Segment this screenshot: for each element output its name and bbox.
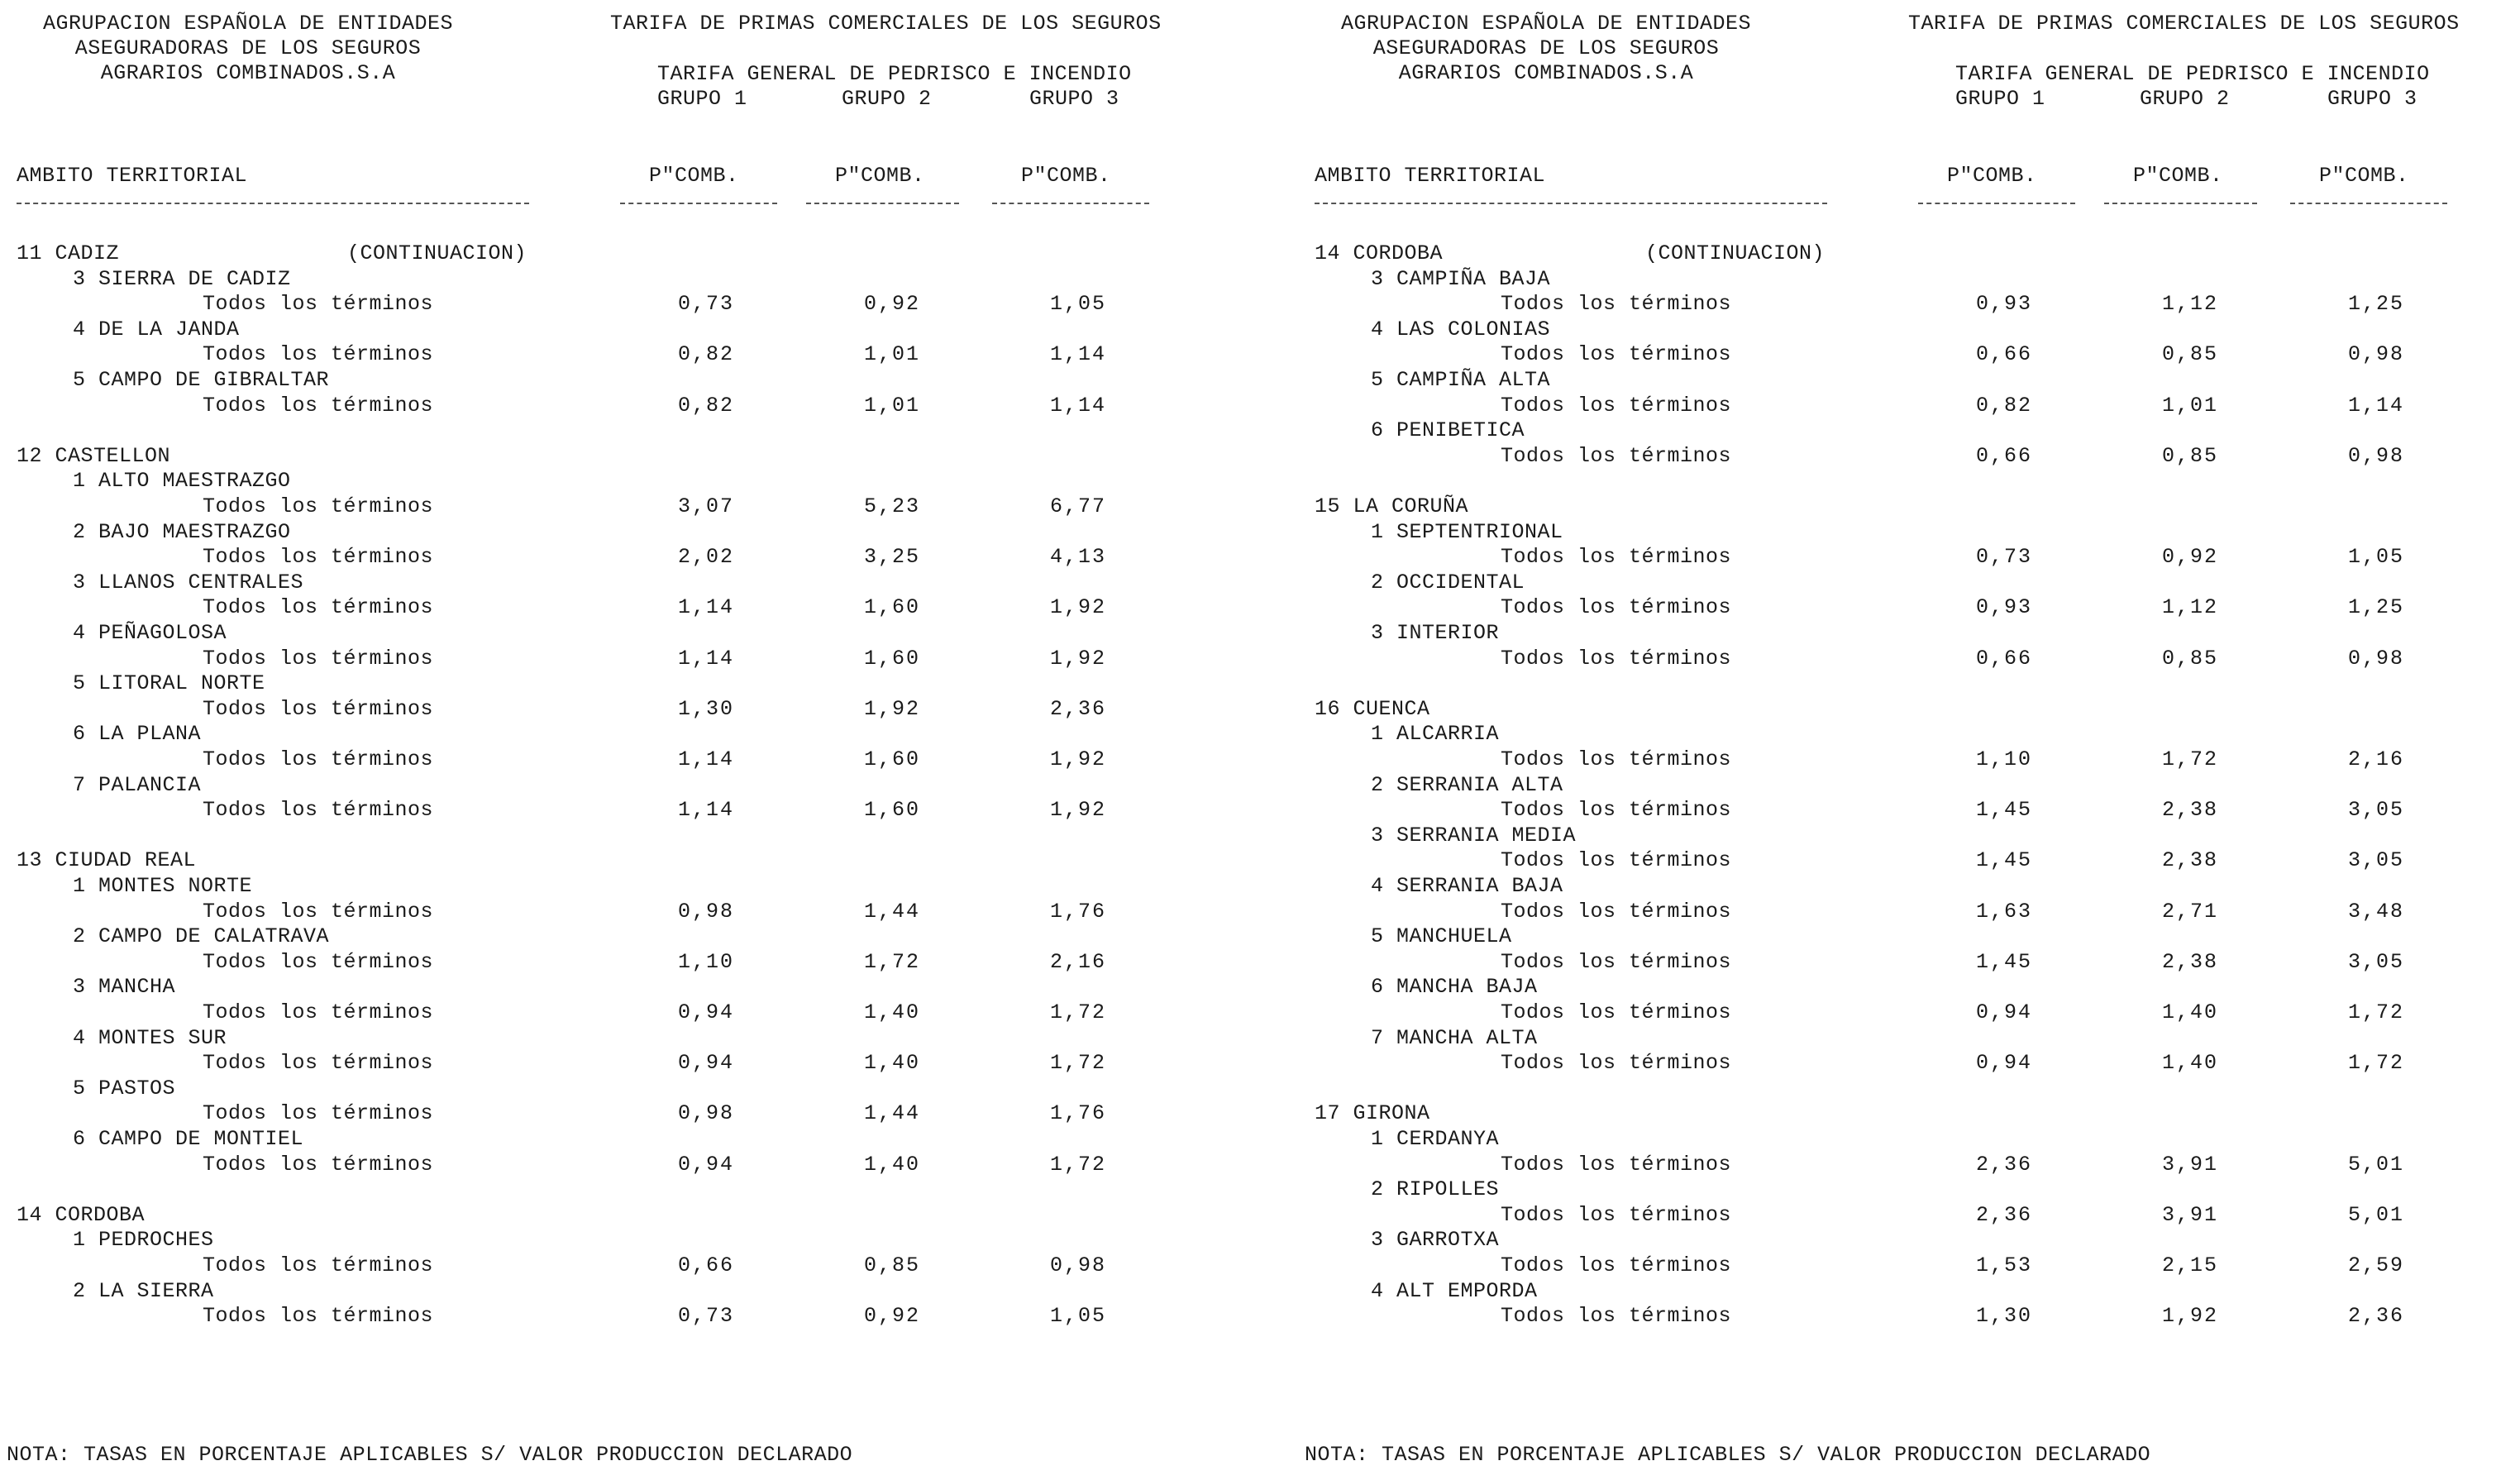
org-name-line: AGRARIOS COMBINADOS.S.A <box>1398 61 1694 85</box>
rate-value: 0,82 <box>678 393 735 418</box>
term-label: Todos los términos <box>1501 1304 1732 1329</box>
rate-value: 1,12 <box>2162 595 2219 620</box>
rate-value: 5,01 <box>2348 1152 2405 1177</box>
term-label: Todos los términos <box>1501 292 1732 317</box>
rate-value: 1,72 <box>1050 1152 1107 1177</box>
comarca-name: 3 INTERIOR <box>1371 621 1500 645</box>
comarca-name: 1 ALTO MAESTRAZGO <box>73 469 291 494</box>
term-label: Todos los términos <box>1501 545 1732 570</box>
rate-value: 3,05 <box>2348 848 2405 873</box>
group-label: GRUPO 2 <box>2140 87 2230 111</box>
term-label: Todos los términos <box>203 949 434 974</box>
rate-value: 0,66 <box>678 1253 735 1277</box>
group-label: GRUPO 3 <box>1029 87 1119 111</box>
term-label: Todos los términos <box>203 646 434 671</box>
rate-value: 0,98 <box>1050 1253 1107 1277</box>
rate-value: 0,98 <box>2348 443 2405 468</box>
comarca-name: 1 SEPTENTRIONAL <box>1371 519 1563 544</box>
rate-value: 1,92 <box>2162 1304 2219 1329</box>
rate-value: 2,15 <box>2162 1253 2219 1277</box>
tariff-subtitle: TARIFA GENERAL DE PEDRISCO E INCENDIO <box>1955 62 2430 86</box>
rate-value: 1,25 <box>2348 595 2405 620</box>
rate-value: 0,98 <box>2348 646 2405 671</box>
rate-value: 1,40 <box>864 1152 921 1177</box>
rate-value: 1,92 <box>1050 595 1107 620</box>
term-label: Todos los términos <box>203 1051 434 1076</box>
term-label: Todos los términos <box>203 798 434 823</box>
rate-value: 1,92 <box>1050 747 1107 771</box>
rate-value: 2,16 <box>2348 747 2405 771</box>
org-name-line: AGRARIOS COMBINADOS.S.A <box>100 61 396 85</box>
rate-value: 2,71 <box>2162 899 2219 924</box>
term-label: Todos los términos <box>1501 443 1732 468</box>
province-heading: 13 CIUDAD REAL <box>17 848 197 873</box>
term-label: Todos los términos <box>203 342 434 367</box>
rate-value: 1,92 <box>864 696 921 721</box>
rate-value: 1,05 <box>2348 545 2405 570</box>
rate-value: 1,01 <box>2162 393 2219 418</box>
rate-value: 2,38 <box>2162 798 2219 823</box>
term-label: Todos los términos <box>1501 1202 1732 1227</box>
province-heading: 14 CORDOBA <box>1315 241 1444 265</box>
rate-value: 1,44 <box>864 899 921 924</box>
rate-value: 0,66 <box>1976 443 2033 468</box>
comarca-name: 5 CAMPO DE GIBRALTAR <box>73 368 330 392</box>
column-header: P"COMB. <box>1947 164 2037 188</box>
rate-value: 0,93 <box>1976 595 2033 620</box>
term-label: Todos los términos <box>1501 747 1732 771</box>
rate-value: 1,14 <box>678 798 735 823</box>
term-label: Todos los términos <box>1501 1152 1732 1177</box>
term-label: Todos los términos <box>203 1253 434 1277</box>
province-heading: 17 GIRONA <box>1315 1101 1430 1126</box>
term-label: Todos los términos <box>203 595 434 620</box>
rate-value: 1,60 <box>864 646 921 671</box>
rate-value: 1,72 <box>864 949 921 974</box>
tariff-title: TARIFA DE PRIMAS COMERCIALES DE LOS SEGUROS <box>1908 12 2460 36</box>
rate-value: 1,76 <box>1050 899 1107 924</box>
rate-value: 0,92 <box>2162 545 2219 570</box>
rate-value: 2,59 <box>2348 1253 2405 1277</box>
column-header: P"COMB. <box>835 164 925 188</box>
rate-value: 3,48 <box>2348 899 2405 924</box>
term-label: Todos los términos <box>203 545 434 570</box>
rate-value: 1,44 <box>864 1101 921 1126</box>
comarca-name: 2 CAMPO DE CALATRAVA <box>73 924 330 949</box>
header-rule <box>1918 203 2075 204</box>
term-label: Todos los términos <box>203 747 434 771</box>
rate-value: 1,72 <box>1050 1000 1107 1024</box>
term-label: Todos los términos <box>1501 342 1732 367</box>
rate-value: 1,92 <box>1050 798 1107 823</box>
rate-value: 0,92 <box>864 1304 921 1329</box>
column-header: P"COMB. <box>649 164 739 188</box>
rate-value: 1,30 <box>678 696 735 721</box>
comarca-name: 4 LAS COLONIAS <box>1371 317 1551 341</box>
rate-value: 0,94 <box>1976 1051 2033 1076</box>
rate-value: 2,02 <box>678 545 735 570</box>
rate-value: 3,05 <box>2348 798 2405 823</box>
rate-value: 1,45 <box>1976 949 2033 974</box>
rate-value: 1,14 <box>1050 342 1107 367</box>
comarca-name: 4 DE LA JANDA <box>73 317 240 341</box>
rate-value: 1,60 <box>864 798 921 823</box>
rate-value: 1,01 <box>864 393 921 418</box>
header-rule <box>992 203 1149 204</box>
footnote: NOTA: TASAS EN PORCENTAJE APLICABLES S/ VALOR PRODUCCION DECLARADO <box>1305 1443 2151 1467</box>
comarca-name: 2 OCCIDENTAL <box>1371 570 1525 594</box>
rate-value: 0,94 <box>678 1000 735 1024</box>
rate-value: 0,85 <box>2162 646 2219 671</box>
term-label: Todos los términos <box>203 696 434 721</box>
rate-value: 0,98 <box>678 1101 735 1126</box>
comarca-name: 1 MONTES NORTE <box>73 874 253 898</box>
rate-value: 3,25 <box>864 545 921 570</box>
rate-value: 3,91 <box>2162 1152 2219 1177</box>
province-heading: 11 CADIZ <box>17 241 120 265</box>
province-heading: 14 CORDOBA <box>17 1202 146 1227</box>
comarca-name: 6 MANCHA BAJA <box>1371 975 1538 1000</box>
rate-value: 0,82 <box>1976 393 2033 418</box>
term-label: Todos los términos <box>1501 899 1732 924</box>
rate-value: 3,07 <box>678 494 735 518</box>
rate-value: 0,98 <box>678 899 735 924</box>
group-label: GRUPO 2 <box>842 87 932 111</box>
term-label: Todos los términos <box>1501 798 1732 823</box>
comarca-name: 2 BAJO MAESTRAZGO <box>73 519 291 544</box>
rate-value: 1,14 <box>678 747 735 771</box>
rate-value: 0,93 <box>1976 292 2033 317</box>
comarca-name: 4 ALT EMPORDA <box>1371 1278 1538 1303</box>
comarca-name: 5 LITORAL NORTE <box>73 671 265 696</box>
rate-value: 1,30 <box>1976 1304 2033 1329</box>
rate-value: 1,10 <box>1976 747 2033 771</box>
comarca-name: 5 PASTOS <box>73 1076 176 1100</box>
rate-value: 1,72 <box>2162 747 2219 771</box>
rate-value: 0,66 <box>1976 646 2033 671</box>
rate-value: 1,14 <box>2348 393 2405 418</box>
comarca-name: 2 RIPOLLES <box>1371 1177 1500 1202</box>
term-label: Todos los términos <box>1501 949 1732 974</box>
rate-value: 4,13 <box>1050 545 1107 570</box>
rate-value: 0,92 <box>864 292 921 317</box>
rate-value: 1,10 <box>678 949 735 974</box>
province-heading: 16 CUENCA <box>1315 696 1430 721</box>
term-label: Todos los términos <box>1501 848 1732 873</box>
rate-value: 1,72 <box>2348 1000 2405 1024</box>
comarca-name: 4 MONTES SUR <box>73 1025 227 1050</box>
column-header: P"COMB. <box>1021 164 1111 188</box>
comarca-name: 5 CAMPIÑA ALTA <box>1371 368 1551 392</box>
comarca-name: 3 MANCHA <box>73 975 176 1000</box>
rate-value: 5,01 <box>2348 1202 2405 1227</box>
rate-value: 0,98 <box>2348 342 2405 367</box>
rate-value: 1,72 <box>2348 1051 2405 1076</box>
header-rule <box>806 203 959 204</box>
comarca-name: 6 LA PLANA <box>73 722 202 747</box>
province-heading: 15 LA CORUÑA <box>1315 494 1469 518</box>
tariff-title: TARIFA DE PRIMAS COMERCIALES DE LOS SEGUROS <box>610 12 1162 36</box>
rate-value: 0,82 <box>678 342 735 367</box>
rate-value: 1,76 <box>1050 1101 1107 1126</box>
rate-value: 2,16 <box>1050 949 1107 974</box>
continuation-label: (CONTINUACION) <box>347 241 527 265</box>
rate-value: 1,12 <box>2162 292 2219 317</box>
comarca-name: 3 SIERRA DE CADIZ <box>73 266 291 291</box>
province-heading: 12 CASTELLON <box>17 443 171 468</box>
comarca-name: 7 MANCHA ALTA <box>1371 1025 1538 1050</box>
group-label: GRUPO 1 <box>657 87 747 111</box>
rate-value: 1,01 <box>864 342 921 367</box>
header-rule <box>1315 203 1827 204</box>
comarca-name: 3 SERRANIA MEDIA <box>1371 823 1577 847</box>
rate-value: 1,60 <box>864 595 921 620</box>
header-rule <box>17 203 529 204</box>
term-label: Todos los términos <box>1501 646 1732 671</box>
term-label: Todos los términos <box>1501 1253 1732 1277</box>
term-label: Todos los términos <box>203 292 434 317</box>
rate-value: 2,36 <box>2348 1304 2405 1329</box>
rate-value: 3,05 <box>2348 949 2405 974</box>
org-name-line: AGRUPACION ESPAÑOLA DE ENTIDADES <box>42 12 454 36</box>
term-label: Todos los términos <box>203 899 434 924</box>
comarca-name: 2 SERRANIA ALTA <box>1371 772 1563 797</box>
rate-value: 1,14 <box>1050 393 1107 418</box>
rate-value: 1,45 <box>1976 848 2033 873</box>
term-label: Todos los términos <box>203 494 434 518</box>
term-label: Todos los términos <box>1501 1000 1732 1024</box>
rate-value: 0,73 <box>678 292 735 317</box>
rate-value: 1,14 <box>678 595 735 620</box>
rate-value: 0,73 <box>678 1304 735 1329</box>
rate-value: 1,60 <box>864 747 921 771</box>
comarca-name: 6 CAMPO DE MONTIEL <box>73 1127 304 1151</box>
tariff-subtitle: TARIFA GENERAL DE PEDRISCO E INCENDIO <box>657 62 1132 86</box>
header-rule <box>2290 203 2447 204</box>
comarca-name: 3 GARROTXA <box>1371 1228 1500 1253</box>
rate-value: 1,45 <box>1976 798 2033 823</box>
rate-value: 3,91 <box>2162 1202 2219 1227</box>
rate-value: 1,40 <box>2162 1051 2219 1076</box>
term-label: Todos los términos <box>203 1152 434 1177</box>
term-label: Todos los términos <box>203 1304 434 1329</box>
ambito-heading: AMBITO TERRITORIAL <box>1315 164 1546 188</box>
header-rule <box>620 203 777 204</box>
term-label: Todos los términos <box>203 393 434 418</box>
rate-value: 0,94 <box>678 1152 735 1177</box>
rate-value: 1,92 <box>1050 646 1107 671</box>
comarca-name: 7 PALANCIA <box>73 772 202 797</box>
rate-value: 1,63 <box>1976 899 2033 924</box>
comarca-name: 1 CERDANYA <box>1371 1127 1500 1151</box>
term-label: Todos los términos <box>1501 595 1732 620</box>
group-label: GRUPO 3 <box>2327 87 2417 111</box>
comarca-name: 5 MANCHUELA <box>1371 924 1512 949</box>
group-label: GRUPO 1 <box>1955 87 2045 111</box>
org-name-line: AGRUPACION ESPAÑOLA DE ENTIDADES <box>1340 12 1752 36</box>
rate-value: 0,66 <box>1976 342 2033 367</box>
rate-value: 6,77 <box>1050 494 1107 518</box>
rate-value: 1,53 <box>1976 1253 2033 1277</box>
term-label: Todos los términos <box>1501 1051 1732 1076</box>
org-name-line: ASEGURADORAS DE LOS SEGUROS <box>74 36 422 60</box>
term-label: Todos los términos <box>203 1000 434 1024</box>
rate-value: 1,40 <box>864 1000 921 1024</box>
rate-value: 0,94 <box>678 1051 735 1076</box>
rate-value: 5,23 <box>864 494 921 518</box>
rate-value: 2,36 <box>1976 1152 2033 1177</box>
comarca-name: 1 ALCARRIA <box>1371 722 1500 747</box>
term-label: Todos los términos <box>1501 393 1732 418</box>
comarca-name: 4 SERRANIA BAJA <box>1371 874 1563 898</box>
column-header: P"COMB. <box>2133 164 2223 188</box>
rate-value: 1,25 <box>2348 292 2405 317</box>
rate-value: 0,73 <box>1976 545 2033 570</box>
rate-value: 0,85 <box>2162 443 2219 468</box>
comarca-name: 2 LA SIERRA <box>73 1278 214 1303</box>
page-right <box>1298 0 2520 1480</box>
org-name-line: ASEGURADORAS DE LOS SEGUROS <box>1372 36 1720 60</box>
term-label: Todos los términos <box>203 1101 434 1126</box>
comarca-name: 1 PEDROCHES <box>73 1228 214 1253</box>
rate-value: 1,40 <box>864 1051 921 1076</box>
column-header: P"COMB. <box>2319 164 2409 188</box>
rate-value: 1,72 <box>1050 1051 1107 1076</box>
comarca-name: 6 PENIBETICA <box>1371 418 1525 443</box>
comarca-name: 3 CAMPIÑA BAJA <box>1371 266 1551 291</box>
footnote: NOTA: TASAS EN PORCENTAJE APLICABLES S/ VALOR PRODUCCION DECLARADO <box>7 1443 853 1467</box>
rate-value: 2,38 <box>2162 848 2219 873</box>
rate-value: 2,36 <box>1976 1202 2033 1227</box>
rate-value: 0,85 <box>2162 342 2219 367</box>
header-rule <box>2104 203 2257 204</box>
rate-value: 2,36 <box>1050 696 1107 721</box>
rate-value: 1,40 <box>2162 1000 2219 1024</box>
rate-value: 0,94 <box>1976 1000 2033 1024</box>
ambito-heading: AMBITO TERRITORIAL <box>17 164 248 188</box>
comarca-name: 4 PEÑAGOLOSA <box>73 621 227 645</box>
rate-value: 1,14 <box>678 646 735 671</box>
rate-value: 1,05 <box>1050 292 1107 317</box>
rate-value: 1,05 <box>1050 1304 1107 1329</box>
rate-value: 0,85 <box>864 1253 921 1277</box>
comarca-name: 3 LLANOS CENTRALES <box>73 570 304 594</box>
continuation-label: (CONTINUACION) <box>1645 241 1826 265</box>
rate-value: 2,38 <box>2162 949 2219 974</box>
